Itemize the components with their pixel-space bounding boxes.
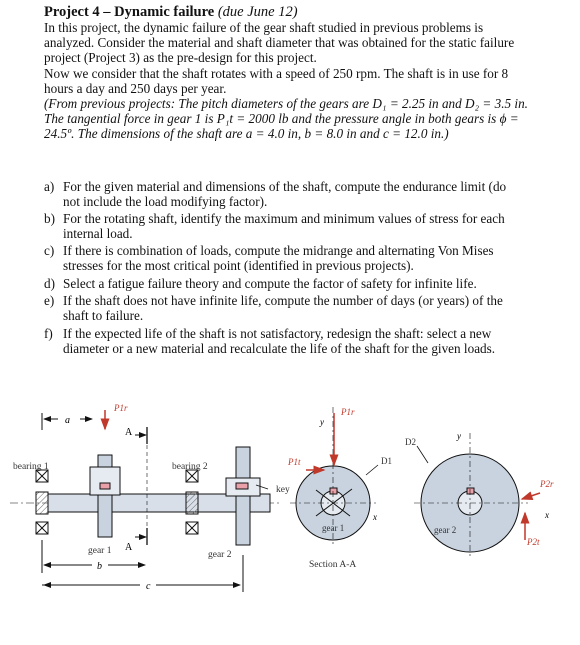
label-c: c — [146, 581, 151, 592]
label-p2r: P2r — [540, 479, 554, 489]
dimension-c — [42, 555, 243, 592]
label-p1r-section: P1r — [341, 407, 355, 417]
label-x-2: x — [545, 510, 549, 520]
label-p1t: P1t — [288, 457, 301, 467]
label-key: key — [276, 485, 290, 495]
page-title — [44, 4, 534, 20]
label-section-aa: Section A-A — [309, 560, 357, 570]
task-item: d) Select a fatigue failure theory and compute the factor of safety for infinite life. — [44, 275, 477, 291]
label-section-gear-2: gear 2 — [434, 525, 457, 535]
label-section-gear-1: gear 1 — [322, 523, 345, 533]
document-page — [44, 4, 534, 356]
shaft-figure — [0, 395, 580, 610]
intro-paragraph-3: (From previous projects: The pitch diameters of the gears are D₁ = 2.25 in and D₂ = 3.5 in. The tangential force in gear 1 is P₁t = 2000 lb and the pressure angle in both gears is ϕ = 24.5º. The dimensions of the shaft are a = 4.0 in, b = 8.0 in and c = 12.0 in.) — [44, 96, 528, 142]
label-bearing-2: bearing 2 — [172, 462, 208, 472]
task-list — [44, 180, 524, 360]
task-item: a) For the given material and dimensions of the shaft, compute the endurance limit (do not include the load modifying factor). — [44, 179, 507, 209]
label-bearing-1: bearing 1 — [13, 462, 49, 472]
intro-paragraph-2: Now we consider that the shaft rotates with a speed of 250 rpm. The shaft is in use for 8 hours a day and 250 days per year. — [44, 65, 509, 96]
task-item: e) If the shaft does not have infinite life, compute the number of days (or years) of the shaft to failure. — [44, 293, 503, 323]
label-gear-1: gear 1 — [88, 546, 112, 556]
label-gear-2: gear 2 — [208, 550, 232, 560]
label-p1r: P1r — [114, 403, 128, 413]
force-p1r-arrow — [105, 403, 128, 429]
dimension-a — [42, 413, 92, 430]
task-item: c) If there is combination of loads, compute the midrange and alternating Von Mises stresses for the most critical point (identified in previous projects). — [44, 243, 494, 273]
intro-paragraph-1: In this project, the dynamic failure of the gear shaft studied in previous problems is analyzed. Consider the material and shaft diameter that was obtained for the static failure project (Project 3) as the pre-design for this project. — [44, 20, 515, 66]
label-y-1: y — [320, 417, 324, 427]
label-y-2: y — [457, 431, 461, 441]
label-b: b — [97, 561, 102, 572]
title-text: Project 4 – Dynamic failure — [44, 4, 215, 20]
label-p2t: P2t — [527, 537, 540, 547]
bearing-1 — [13, 462, 49, 534]
label-section-a-bottom: A — [125, 542, 133, 553]
due-date: (due June 12) — [217, 4, 298, 20]
label-section-a-top: A — [125, 427, 133, 438]
label-a: a — [65, 415, 70, 426]
label-d2: D2 — [405, 437, 416, 447]
label-d1: D1 — [381, 456, 392, 466]
task-item: f) If the expected life of the shaft is not satisfactory, redesign the shaft: select a new diameter or a new material and recalculate the life of the shaft for the given loads. — [44, 326, 496, 356]
label-x-1: x — [373, 512, 377, 522]
task-item: b) For the rotating shaft, identify the maximum and minimum values of stress for each internal load. — [44, 211, 505, 241]
